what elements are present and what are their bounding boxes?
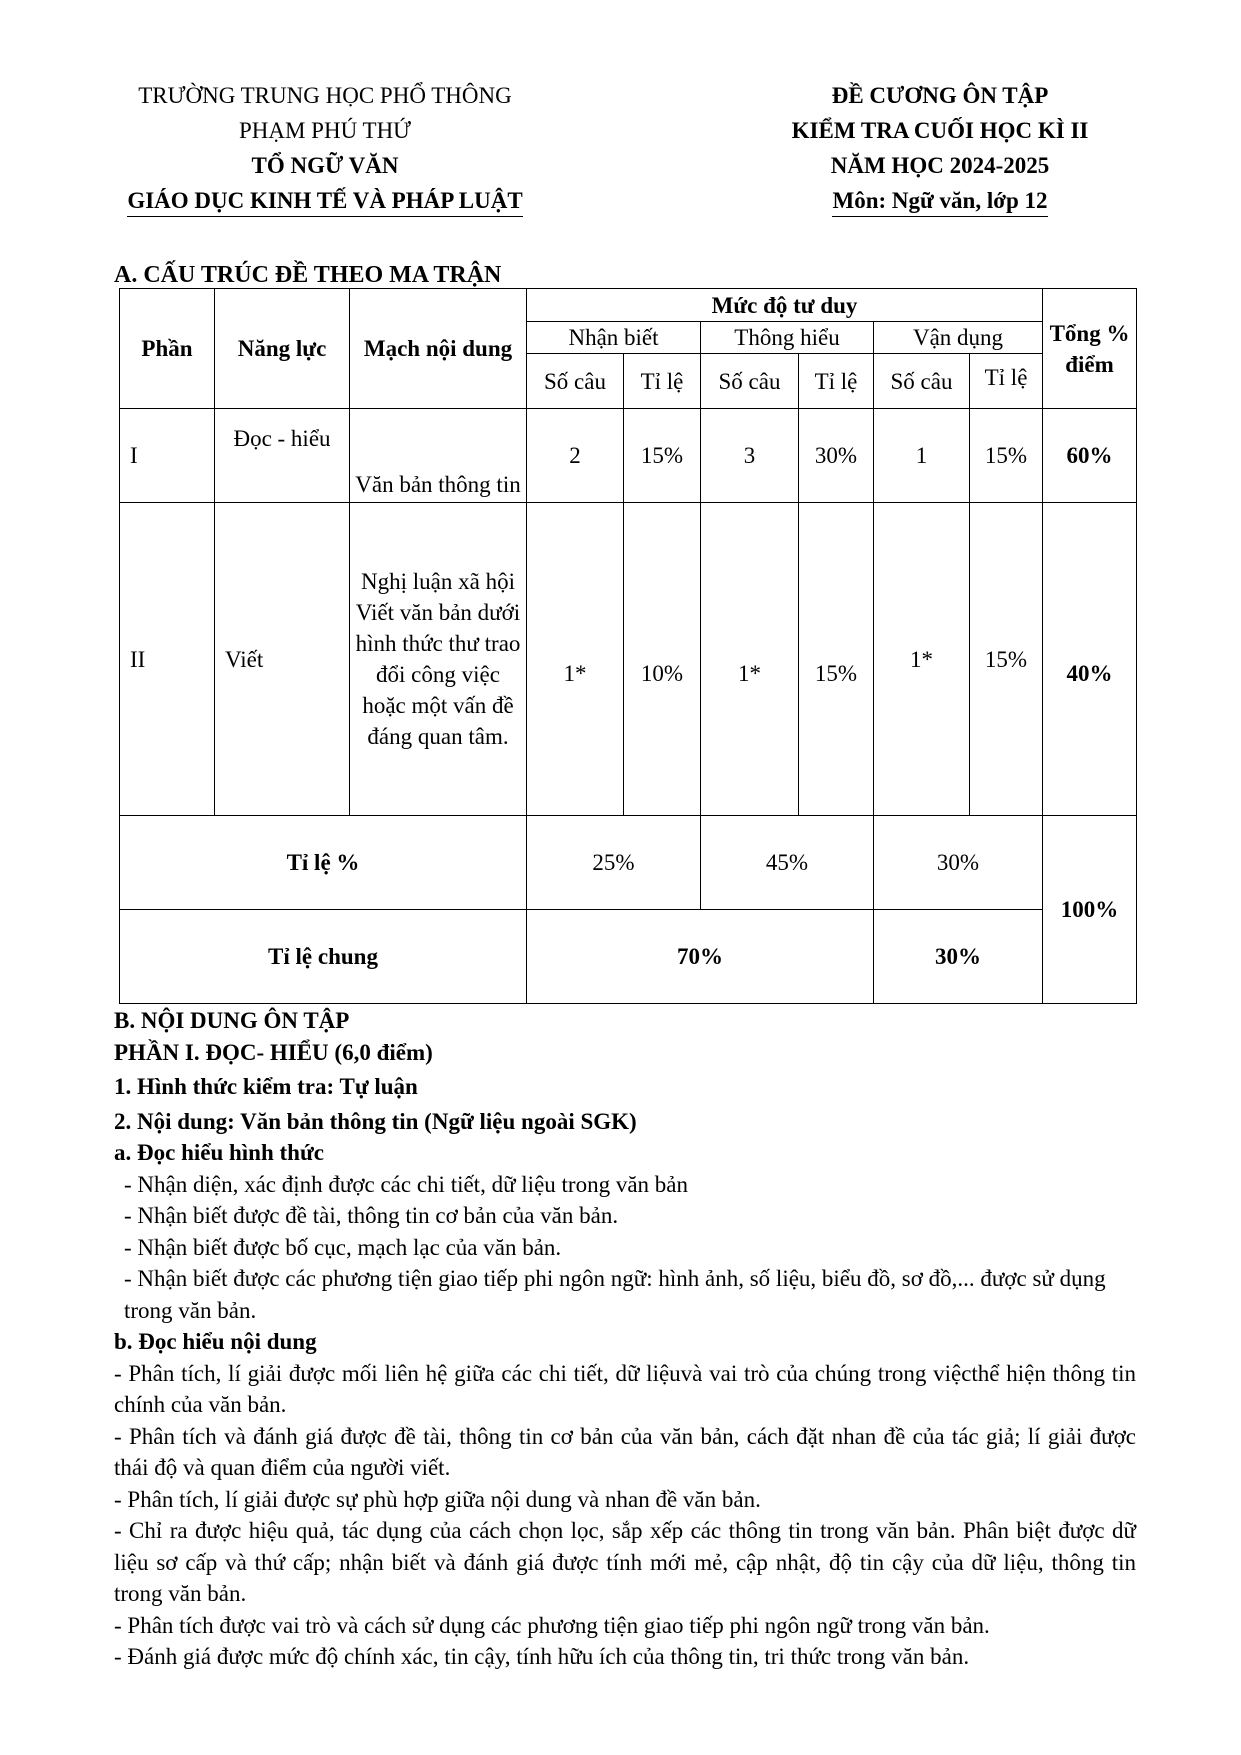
table-row (120, 503, 1137, 816)
table-row (120, 409, 1137, 503)
header-so-cau: Số câu (701, 354, 799, 409)
part1-title: PHẦN I. ĐỌC- HIỂU (6,0 điểm) (114, 1039, 433, 1065)
subject-line: Môn: Ngữ văn, lớp 12 (832, 186, 1047, 217)
ti-le-value: 45% (701, 816, 874, 910)
ti-le-chung-value: 30% (874, 910, 1043, 1004)
row-value: 15% (624, 409, 701, 503)
list-item: - Đánh giá được mức độ chính xác, tin cậy, tính hữu ích của thông tin, tri thức trong văn bản. (114, 1644, 970, 1669)
row-value: 15% (970, 503, 1043, 816)
header-so-cau: Số câu (527, 354, 624, 409)
row-value: 1 (874, 409, 970, 503)
doc-subtitle: KIỂM TRA CUỐI HỌC KÌ II (791, 118, 1089, 143)
header-van-dung: Vận dụng (874, 322, 1043, 354)
section-b-title: B. NỘI DUNG ÔN TẬP (114, 1008, 350, 1033)
section-a-title: A. CẤU TRÚC ĐỀ THEO MA TRẬN (114, 262, 502, 288)
document-header (755, 78, 1125, 218)
list-item: - Phân tích được vai trò và cách sử dụng các phương tiện giao tiếp phi ngôn ngữ trong văn bản. (114, 1612, 990, 1638)
header-ti-le: Tỉ lệ (799, 354, 874, 409)
school-name-line2: PHẠM PHÚ THỨ (238, 118, 412, 143)
item-2: 2. Nội dung: Văn bản thông tin (Ngữ liệu ngoài SGK) (114, 1108, 637, 1134)
school-name-line1: TRƯỜNG TRUNG HỌC PHỔ THÔNG (138, 83, 512, 108)
header-mach-noi-dung: Mạch nội dung (350, 289, 527, 409)
row-value: 15% (799, 503, 874, 816)
header-ti-le: Tỉ lệ (970, 354, 1043, 409)
doc-title: ĐỀ CƯƠNG ÔN TẬP (831, 83, 1049, 108)
ti-le-value: 30% (874, 816, 1043, 910)
row-value: 1* (701, 503, 799, 816)
school-year: NĂM HỌC 2024-2025 (830, 153, 1050, 178)
list-item: - Nhận diện, xác định được các chi tiết, dữ liệu trong văn bản (124, 1171, 688, 1197)
row-nang-luc: Viết (215, 503, 350, 816)
row-tong: 60% (1043, 409, 1137, 503)
ti-le-value: 25% (527, 816, 701, 910)
list-item: - Nhận biết được các phương tiện giao tiếp phi ngôn ngữ: hình ảnh, số liệu, biểu đồ, sơ đồ,... được sử dụng trong văn bản. (124, 1266, 1106, 1323)
list-item: - Phân tích, lí giải được mối liên hệ giữa các chi tiết, dữ liệuvà vai trò của chúng trong việcthể hiện thông tin chính của văn bản. (114, 1360, 1136, 1417)
list-item: - Phân tích và đánh giá được đề tài, thông tin cơ bản của văn bản, cách đặt nhan đề của tác giả; lí giải được thái độ và quan điểm của người viết. (114, 1423, 1136, 1480)
total-value: 100% (1043, 816, 1137, 1004)
row-value: 10% (624, 503, 701, 816)
row-value: 3 (701, 409, 799, 503)
list-item: - Nhận biết được đề tài, thông tin cơ bản của văn bản. (124, 1203, 619, 1228)
matrix-table (119, 288, 1137, 1004)
row-phan: II (120, 503, 215, 816)
row-tong: 40% (1043, 503, 1137, 816)
table-header-row-1 (120, 289, 1137, 322)
department-line1: TỔ NGỮ VĂN (251, 153, 399, 178)
department-line2: GIÁO DỤC KINH TẾ VÀ PHÁP LUẬT (127, 186, 522, 217)
row-nang-luc: Đọc - hiểu (215, 409, 350, 503)
ti-le-chung-value: 70% (527, 910, 874, 1004)
row-mach: Văn bản thông tin (350, 409, 527, 503)
subsection-a-title: a. Đọc hiểu hình thức (114, 1140, 324, 1165)
header-nhan-biet: Nhận biết (527, 322, 701, 354)
item-1: 1. Hình thức kiểm tra: Tự luận (114, 1074, 418, 1099)
row-value: 1* (874, 503, 970, 816)
header-muc-do: Mức độ tư duy (527, 289, 1043, 322)
list-item: - Phân tích, lí giải được sự phù hợp giữa nội dung và nhan đề văn bản. (114, 1486, 761, 1512)
row-phan: I (120, 409, 215, 503)
row-value: 30% (799, 409, 874, 503)
subsection-b-title: b. Đọc hiểu nội dung (114, 1329, 317, 1354)
ti-le-chung-label: Tỉ lệ chung (120, 910, 527, 1004)
header-nang-luc: Năng lực (215, 289, 350, 409)
header-tong: Tổng % điểm (1043, 289, 1137, 409)
row-value: 2 (527, 409, 624, 503)
header-so-cau: Số câu (874, 354, 970, 409)
ti-le-chung-row (120, 910, 1137, 1004)
row-value: 1* (527, 503, 624, 816)
school-header (90, 78, 560, 218)
row-value: 15% (970, 409, 1043, 503)
header-thong-hieu: Thông hiểu (701, 322, 874, 354)
header-phan: Phần (120, 289, 215, 409)
ti-le-row (120, 816, 1137, 910)
list-item: - Nhận biết được bố cục, mạch lạc của văn bản. (124, 1234, 562, 1260)
ti-le-label: Tỉ lệ % (120, 816, 527, 910)
row-mach: Nghị luận xã hội Viết văn bản dưới hình thức thư trao đổi công việc hoặc một vấn đề đáng quan tâm. (350, 503, 527, 816)
header-ti-le: Tỉ lệ (624, 354, 701, 409)
list-item: - Chỉ ra được hiệu quả, tác dụng của cách chọn lọc, sắp xếp các thông tin trong văn bản. Phân biệt được dữ liệu sơ cấp và thứ cấp; nhận biết và đánh giá được tính mới mẻ, cập nhật, độ tin cậy của dữ liệu, thông tin trong văn bản. (114, 1518, 1136, 1606)
review-content (114, 1005, 1136, 1673)
